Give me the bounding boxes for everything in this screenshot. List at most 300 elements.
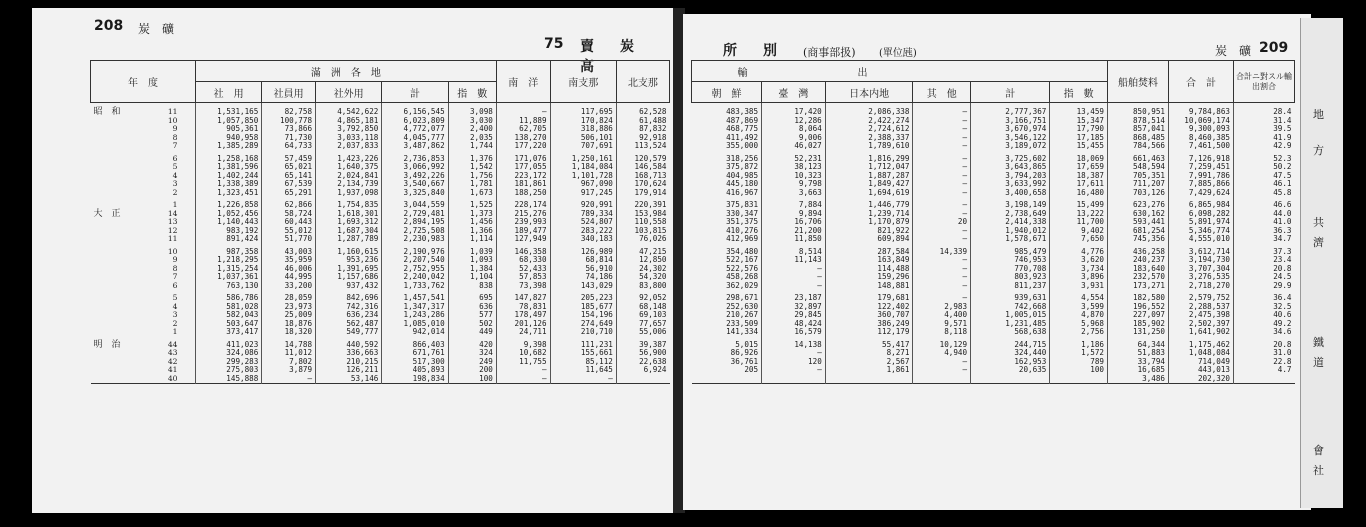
cell-b: 24,302 xyxy=(616,265,669,274)
year-cell xyxy=(91,197,196,210)
cell-o: — xyxy=(913,227,971,236)
right-page xyxy=(683,14,1311,510)
cell-g: 5,346,774 xyxy=(1169,227,1234,236)
cell-i: 1,114 xyxy=(448,235,496,244)
cell-tw: — xyxy=(762,273,826,282)
cell-c: 586,786 xyxy=(196,290,262,303)
cell-t: 746,953 xyxy=(971,256,1050,265)
cell-j: 821,922 xyxy=(825,227,913,236)
cell-n: — xyxy=(496,103,550,117)
cell-s: 1,250,161 xyxy=(550,151,616,164)
cell-n: 223,172 xyxy=(496,172,550,181)
cell-t: 803,923 xyxy=(971,273,1050,282)
cell-tw: 38,123 xyxy=(762,163,826,172)
cell-c: 1,402,244 xyxy=(196,172,262,181)
cell-n: 181,861 xyxy=(496,180,550,189)
year-cell xyxy=(91,151,196,164)
cell-g: 2,579,752 xyxy=(1169,290,1234,303)
cell-o: 4,542,622 xyxy=(316,103,382,117)
table-row xyxy=(692,375,1295,384)
cell-n: 11,889 xyxy=(496,117,550,126)
cell-t: 568,638 xyxy=(971,328,1050,337)
cell-r: 24.5 xyxy=(1234,273,1295,282)
cell-g: 6,098,282 xyxy=(1169,210,1234,219)
cell-j: 1,789,610 xyxy=(825,142,913,151)
cell-n: — xyxy=(496,375,550,384)
cell-o: 549,777 xyxy=(316,328,382,337)
year-cell xyxy=(91,349,196,358)
cell-k: 468,775 xyxy=(726,124,759,133)
cell-o: 1,754,835 xyxy=(316,197,382,210)
cell-t: 2,777,367 xyxy=(971,103,1050,117)
cell-o: 4,940 xyxy=(913,349,971,358)
cell-i: 2,756 xyxy=(1050,328,1108,337)
cell-o: 742,316 xyxy=(316,303,382,312)
cell-b: 92,052 xyxy=(616,290,669,303)
cell-j xyxy=(825,375,913,384)
cell-g: 7,885,866 xyxy=(1169,180,1234,189)
cell-n: 178,497 xyxy=(496,311,550,320)
cell-k: 487,869 xyxy=(726,115,759,125)
year-number: 5 xyxy=(172,162,178,171)
col-total-right: 計 xyxy=(971,82,1050,103)
col-other: 其 他 xyxy=(913,82,971,103)
cell-s: 1,184,084 xyxy=(550,163,616,172)
cell-i: 1,384 xyxy=(448,265,496,274)
cell-r: 42.9 xyxy=(1234,142,1295,151)
table-row xyxy=(91,328,670,337)
cell-f: 173,271 xyxy=(1108,282,1169,291)
year-cell xyxy=(91,125,196,134)
cell-o: — xyxy=(913,151,971,164)
cell-o: 1,423,226 xyxy=(316,151,382,164)
cell-f: 548,594 xyxy=(1108,163,1169,172)
col-group-manchuria: 滿 洲 各 地 xyxy=(196,61,497,82)
cell-r xyxy=(1234,375,1295,384)
cell-s: 74,186 xyxy=(550,273,616,282)
cell-j: 360,707 xyxy=(825,311,913,320)
cell-n: 138,270 xyxy=(496,134,550,143)
cell-n: 11,755 xyxy=(496,358,550,367)
cell-i: 2,400 xyxy=(448,125,496,134)
cell-c: 1,531,165 xyxy=(196,103,262,117)
cell-n: 146,358 xyxy=(496,244,550,257)
cell-r: 41.0 xyxy=(1234,218,1295,227)
cell-g: 7,991,786 xyxy=(1169,172,1234,181)
cell-b: 179,914 xyxy=(616,189,669,198)
cell-f: 857,041 xyxy=(1108,125,1169,134)
cell-s: 68,814 xyxy=(550,256,616,265)
table-row xyxy=(91,282,670,291)
cell-i: 1,673 xyxy=(448,189,496,198)
table-row xyxy=(692,290,1295,303)
cell-n: 201,126 xyxy=(496,320,550,329)
col-group-export xyxy=(692,61,913,82)
cell-e: 65,141 xyxy=(262,172,316,181)
cell-b: 120,579 xyxy=(616,151,669,164)
cell-r: 31.0 xyxy=(1234,349,1295,358)
year-cell xyxy=(91,235,196,244)
cell-i: 7,650 xyxy=(1050,235,1108,244)
cell-tw: — xyxy=(762,265,826,274)
cell-tw: — xyxy=(762,282,826,291)
cell-g: 6,865,984 xyxy=(1169,197,1234,210)
cell-g: 7,259,451 xyxy=(1169,163,1234,172)
cell-s: 789,334 xyxy=(550,210,616,219)
table-row xyxy=(91,235,670,244)
col-year: 年 度 xyxy=(91,61,196,103)
cell-c: 324,086 xyxy=(196,349,262,358)
cell-b: 146,584 xyxy=(616,163,669,172)
cell-t: 2,230,983 xyxy=(382,235,448,244)
cell-e: 73,866 xyxy=(262,125,316,134)
cell-k: 318,256 xyxy=(726,153,759,163)
cell-i: 838 xyxy=(448,282,496,291)
cell-tw: 48,424 xyxy=(762,320,826,329)
cell-g: 714,049 xyxy=(1169,358,1234,367)
cell-n: 177,220 xyxy=(496,142,550,151)
left-page xyxy=(32,8,675,513)
cell-j: 1,887,287 xyxy=(825,172,913,181)
cell-k: 86,926 xyxy=(730,348,759,357)
table-row xyxy=(91,103,670,117)
edge-label: 共 xyxy=(1313,216,1324,229)
cell-c: 411,023 xyxy=(196,337,262,350)
cell-e: 7,802 xyxy=(262,358,316,367)
cell-n: 10,682 xyxy=(496,349,550,358)
col-company-use: 社 用 xyxy=(196,82,262,103)
cell-t: 2,894,195 xyxy=(382,218,448,227)
cell-e: 18,320 xyxy=(262,328,316,337)
year-number: 10 xyxy=(167,246,178,256)
cell-f: 850,951 xyxy=(1108,103,1169,117)
year-cell xyxy=(91,311,196,320)
cell-i: 200 xyxy=(448,366,496,375)
cell-t: 4,772,077 xyxy=(382,125,448,134)
col-nanyo: 南 洋 xyxy=(496,61,550,103)
cell-t: 3,325,840 xyxy=(382,189,448,198)
cell-i: 3,620 xyxy=(1050,256,1108,265)
cell-k: 36,761 xyxy=(730,356,759,366)
cell-n: 24,711 xyxy=(496,328,550,337)
year-number: 6 xyxy=(172,153,178,163)
cell-n: 127,949 xyxy=(496,235,550,244)
cell-r: 20.8 xyxy=(1234,265,1295,274)
cell-k: 412,969 xyxy=(726,234,759,243)
cell-i: 1,744 xyxy=(448,142,496,151)
cell-i: 5,968 xyxy=(1050,320,1108,329)
cell-c: 1,381,596 xyxy=(196,163,262,172)
cell-i: 15,455 xyxy=(1050,142,1108,151)
cell-tw: 32,897 xyxy=(762,303,826,312)
year-number: 1 xyxy=(172,327,178,336)
subtitle-right: (商事部扱) xyxy=(803,46,856,59)
cell-g: 7,429,624 xyxy=(1169,189,1234,198)
year-number: 7 xyxy=(172,272,178,281)
cell-f: 33,794 xyxy=(1108,358,1169,367)
cell-e: 100,778 xyxy=(262,117,316,126)
cell-j: 287,584 xyxy=(825,244,913,257)
cell-n: 62,705 xyxy=(496,125,550,134)
cell-c: 503,647 xyxy=(196,320,262,329)
cell-t: 1,231,485 xyxy=(971,320,1050,329)
cell-o: 1,157,686 xyxy=(316,273,382,282)
cell-r: 44.0 xyxy=(1234,210,1295,219)
year-number: 6 xyxy=(172,280,178,290)
cell-g: 2,502,397 xyxy=(1169,320,1234,329)
cell-j: 1,170,879 xyxy=(825,218,913,227)
cell-tw: 9,006 xyxy=(762,134,826,143)
cell-tw: 9,894 xyxy=(762,210,826,219)
cell-i: 15,499 xyxy=(1050,197,1108,210)
cell-s: 274,649 xyxy=(550,320,616,329)
cell-t: 3,066,992 xyxy=(382,163,448,172)
cell-f: 64,344 xyxy=(1108,337,1169,350)
cell-c: 987,358 xyxy=(196,244,262,257)
cell-s: 917,245 xyxy=(550,189,616,198)
cell-tw: 8,064 xyxy=(762,125,826,134)
cell-t: 671,761 xyxy=(382,349,448,358)
cell-i: 502 xyxy=(448,320,496,329)
cell-r: 31.4 xyxy=(1234,117,1295,126)
year-cell xyxy=(91,273,196,282)
cell-n: 215,276 xyxy=(496,210,550,219)
cell-f: 593,441 xyxy=(1108,218,1169,227)
cell-o: — xyxy=(913,134,971,143)
cell-s: 154,196 xyxy=(550,311,616,320)
cell-f: 705,351 xyxy=(1108,172,1169,181)
edge-label: 會 xyxy=(1313,444,1324,457)
cell-f: 182,580 xyxy=(1108,290,1169,303)
year-cell xyxy=(91,103,196,117)
year-number: 5 xyxy=(172,293,178,302)
cell-j: 2,567 xyxy=(825,358,913,367)
cell-i: 3,098 xyxy=(448,103,496,117)
cell-f: 185,902 xyxy=(1108,320,1169,329)
cell-f: 436,258 xyxy=(1108,244,1169,257)
year-number: 10 xyxy=(167,115,178,125)
cell-e: 28,059 xyxy=(262,290,316,303)
col-taiwan: 臺 灣 xyxy=(762,82,826,103)
cell-g: 2,288,537 xyxy=(1169,303,1234,312)
cell-o: — xyxy=(913,163,971,172)
cell-b: 77,657 xyxy=(616,320,669,329)
cell-o: 2,037,833 xyxy=(316,142,382,151)
cell-o: 636,234 xyxy=(316,311,382,320)
cell-t: 3,794,203 xyxy=(971,172,1050,181)
year-cell xyxy=(91,172,196,181)
cell-k: 375,872 xyxy=(726,162,759,171)
cell-g: 10,069,174 xyxy=(1169,117,1234,126)
cell-t: 2,190,976 xyxy=(382,244,448,257)
cell-o: — xyxy=(913,366,971,375)
cell-i: 17,611 xyxy=(1050,180,1108,189)
cell-c: 1,226,858 xyxy=(196,197,262,210)
cell-k: 522,576 xyxy=(726,263,759,273)
cell-t: 939,631 xyxy=(971,290,1050,303)
cell-o: — xyxy=(913,210,971,219)
cell-r: 47.5 xyxy=(1234,172,1295,181)
cell-i: 1,572 xyxy=(1050,349,1108,358)
cell-i: 18,069 xyxy=(1050,151,1108,164)
cell-s: 11,645 xyxy=(550,366,616,375)
cell-i: 13,222 xyxy=(1050,210,1108,219)
cell-o: 20 xyxy=(913,218,971,227)
page-number-right: 209 xyxy=(1259,40,1289,56)
cell-i: 789 xyxy=(1050,358,1108,367)
year-cell xyxy=(91,142,196,151)
year-number: 44 xyxy=(167,339,178,349)
cell-o: 3,033,118 xyxy=(316,134,382,143)
cell-k: 362,029 xyxy=(726,280,759,290)
cell-t: 3,487,862 xyxy=(382,142,448,151)
cell-t: 2,738,649 xyxy=(971,210,1050,219)
cell-j: 1,849,427 xyxy=(825,180,913,189)
cell-s: 524,807 xyxy=(550,218,616,227)
cell-c: 1,385,289 xyxy=(196,142,262,151)
cell-b: 92,918 xyxy=(616,134,669,143)
cell-b: 56,900 xyxy=(616,349,669,358)
cell-g: 443,013 xyxy=(1169,366,1234,375)
cell-tw: — xyxy=(762,366,826,375)
cell-i: 4,776 xyxy=(1050,244,1108,257)
cell-r: 45.8 xyxy=(1234,189,1295,198)
cell-t: 2,207,540 xyxy=(382,256,448,265)
cell-e: 35,959 xyxy=(262,256,316,265)
cell-b: 61,488 xyxy=(616,117,669,126)
year-number: 12 xyxy=(167,225,178,235)
table-row xyxy=(692,103,1295,117)
year-cell xyxy=(91,320,196,329)
cell-b: 39,387 xyxy=(616,337,669,350)
table-row xyxy=(91,142,670,151)
cell-n: 228,174 xyxy=(496,197,550,210)
table-row xyxy=(692,235,1295,244)
cell-o xyxy=(913,375,971,384)
cell-g: 7,461,500 xyxy=(1169,142,1234,151)
cell-o: 10,129 xyxy=(913,337,971,350)
cell-s: 117,695 xyxy=(550,103,616,117)
cell-o: 336,663 xyxy=(316,349,382,358)
cell-e: 67,539 xyxy=(262,180,316,189)
cell-k: 355,000 xyxy=(726,141,759,150)
cell-tw: 14,138 xyxy=(762,337,826,350)
cell-f: 661,463 xyxy=(1108,151,1169,164)
cell-n: 239,993 xyxy=(496,218,550,227)
cell-j: 55,417 xyxy=(825,337,913,350)
col-outside-use: 社外用 xyxy=(316,82,382,103)
adjacent-page-edge xyxy=(1300,18,1343,508)
cell-tw: 3,663 xyxy=(762,189,826,198)
cell-tw: 12,286 xyxy=(762,117,826,126)
cell-k: 458,268 xyxy=(726,272,759,281)
cell-i: 3,931 xyxy=(1050,282,1108,291)
cell-o: 1,618,301 xyxy=(316,210,382,219)
cell-i: 3,599 xyxy=(1050,303,1108,312)
cell-g: 3,707,304 xyxy=(1169,265,1234,274)
cell-i: 13,459 xyxy=(1050,103,1108,117)
cell-j: 163,849 xyxy=(825,256,913,265)
cell-g: 5,891,974 xyxy=(1169,218,1234,227)
cell-e: 14,788 xyxy=(262,337,316,350)
cell-j: 114,488 xyxy=(825,265,913,274)
year-cell xyxy=(91,210,196,219)
cell-s: 126,989 xyxy=(550,244,616,257)
running-head-right: 炭 礦 xyxy=(1215,44,1252,58)
cell-j: 386,249 xyxy=(825,320,913,329)
cell-e: 43,003 xyxy=(262,244,316,257)
cell-o: 3,792,850 xyxy=(316,125,382,134)
cell-o: — xyxy=(913,273,971,282)
cell-c: 763,130 xyxy=(196,282,262,291)
cell-i: 1,525 xyxy=(448,197,496,210)
cell-f: 745,356 xyxy=(1108,235,1169,244)
cell-f: 227,097 xyxy=(1108,311,1169,320)
cell-t: 1,457,541 xyxy=(382,290,448,303)
cell-tw xyxy=(762,375,826,384)
cell-i: 1,376 xyxy=(448,151,496,164)
cell-o: — xyxy=(913,358,971,367)
cell-s: 318,886 xyxy=(550,125,616,134)
cell-k: 354,480 xyxy=(726,246,759,256)
cell-r: 52.3 xyxy=(1234,151,1295,164)
cell-j: 1,861 xyxy=(825,366,913,375)
cell-c: 581,028 xyxy=(196,303,262,312)
cell-c: 905,361 xyxy=(196,125,262,134)
cell-k: 445,180 xyxy=(726,179,759,188)
year-number: 9 xyxy=(172,124,178,133)
cell-t: 866,403 xyxy=(382,337,448,350)
year-number: 8 xyxy=(172,132,178,142)
year-cell xyxy=(91,117,196,126)
cell-t: 6,156,545 xyxy=(382,103,448,117)
cell-i: 3,030 xyxy=(448,117,496,126)
year-number: 42 xyxy=(167,356,178,366)
cell-e: 55,012 xyxy=(262,227,316,236)
cell-j: 112,179 xyxy=(825,328,913,337)
cell-o: 562,487 xyxy=(316,320,382,329)
cell-f: 3,486 xyxy=(1108,375,1169,384)
cell-c: 1,140,443 xyxy=(196,218,262,227)
cell-r: 39.5 xyxy=(1234,125,1295,134)
cell-k: 522,167 xyxy=(726,255,759,264)
cell-o: 1,160,615 xyxy=(316,244,382,257)
cell-o: 14,339 xyxy=(913,244,971,257)
cell-c: 940,958 xyxy=(196,134,262,143)
cell-g: 7,126,918 xyxy=(1169,151,1234,164)
cell-b: 83,800 xyxy=(616,282,669,291)
cell-b: 110,558 xyxy=(616,218,669,227)
cell-t: 3,643,865 xyxy=(971,163,1050,172)
cell-o: 1,693,312 xyxy=(316,218,382,227)
table-row xyxy=(692,328,1295,337)
cell-e: 51,770 xyxy=(262,235,316,244)
cell-t: 2,736,853 xyxy=(382,151,448,164)
cell-g: 202,320 xyxy=(1169,375,1234,384)
cell-b: 113,524 xyxy=(616,142,669,151)
cell-f: 196,552 xyxy=(1108,303,1169,312)
cell-b: 76,026 xyxy=(616,235,669,244)
cell-i: 420 xyxy=(448,337,496,350)
col-grand-total: 合 計 xyxy=(1169,61,1234,103)
year-number: 2 xyxy=(172,318,178,328)
cell-k: 404,985 xyxy=(726,170,759,180)
cell-k xyxy=(692,375,762,384)
cell-i xyxy=(1050,375,1108,384)
cell-o: — xyxy=(913,142,971,151)
cell-o: — xyxy=(913,282,971,291)
cell-tw: 46,027 xyxy=(762,142,826,151)
